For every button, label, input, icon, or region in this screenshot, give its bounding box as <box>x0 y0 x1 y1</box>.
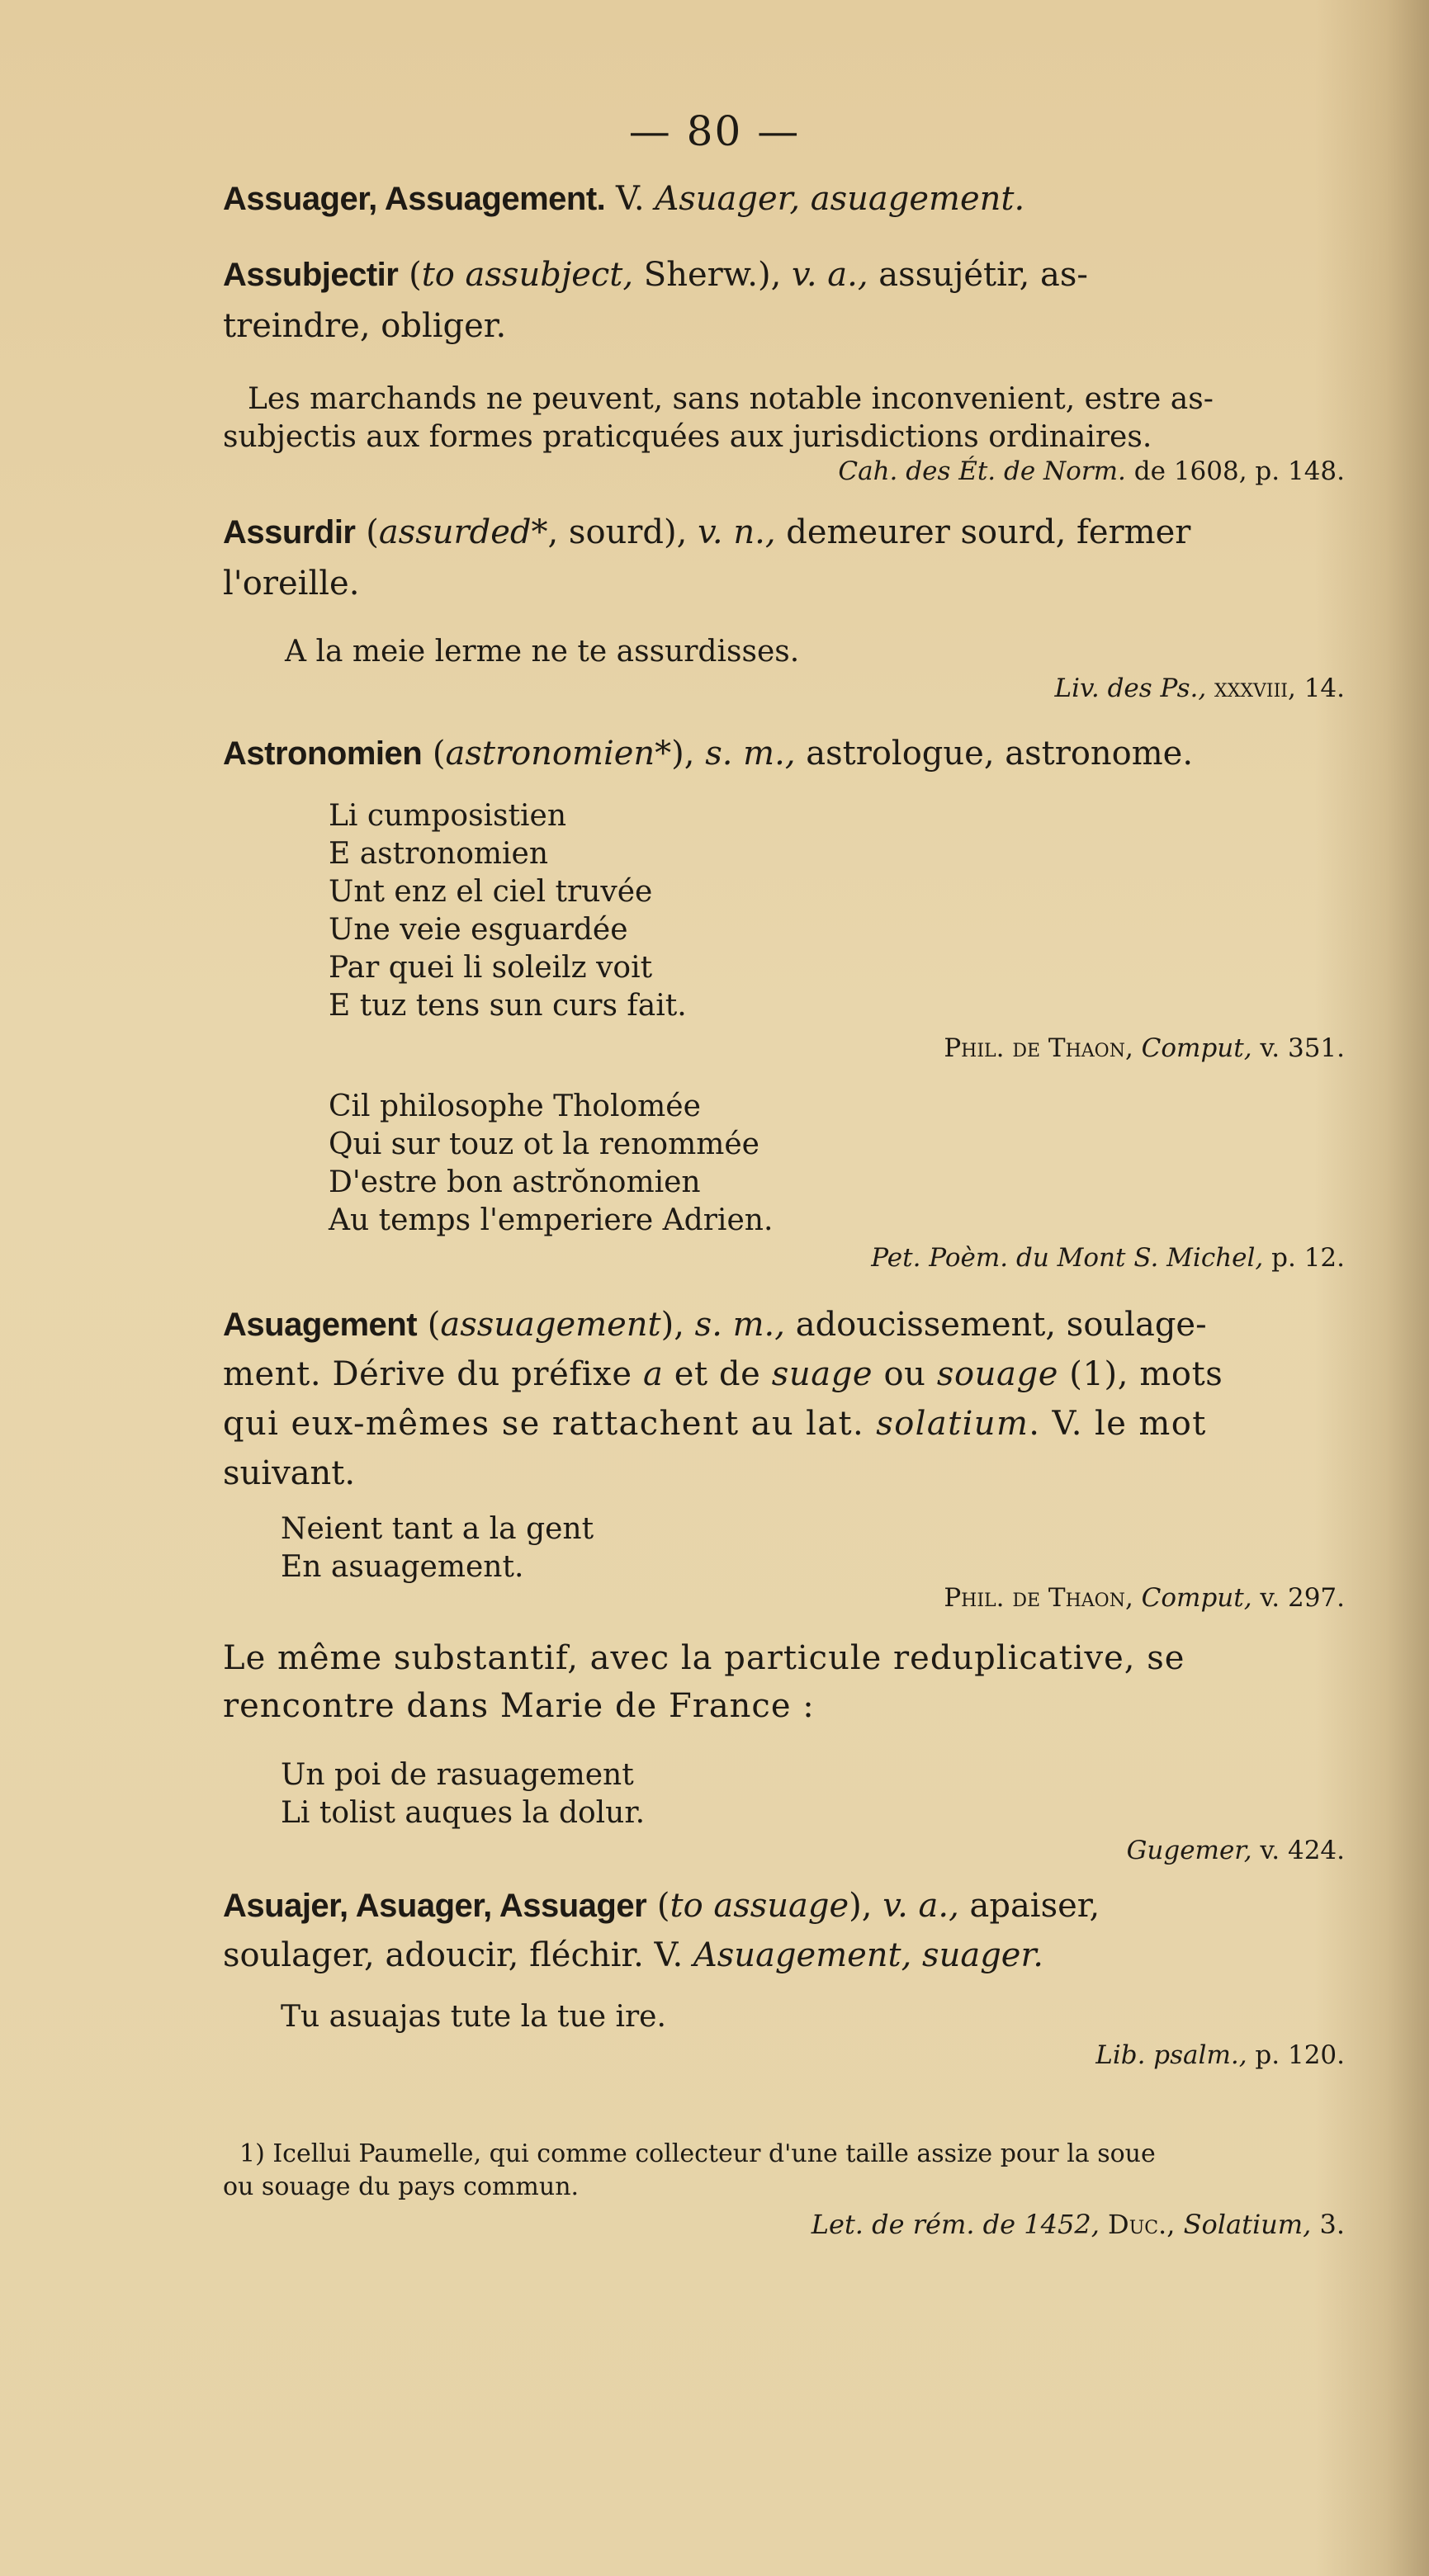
paren-close: ), <box>849 1887 883 1925</box>
note-paragraph <box>223 1634 1185 1730</box>
citation <box>944 1583 1345 1613</box>
definition: adoucissement, soulage- <box>785 1306 1207 1344</box>
text: et de <box>663 1355 772 1393</box>
verse-line: Un poi de rasuagement <box>281 1758 634 1792</box>
headword: Astronomien <box>223 735 423 772</box>
citation-title: Gugemer, <box>1126 1836 1252 1865</box>
verse-block-1 <box>329 797 687 1025</box>
entry-asuagement-line2 <box>223 1355 1223 1393</box>
verse-line: Cil philosophe Tholomée <box>329 1089 701 1123</box>
grammar: s. m., <box>705 735 796 773</box>
verse-line: Li cumposistien <box>329 799 566 833</box>
verse-line: En asuagement. <box>281 1550 524 1584</box>
entry-assubjectir-line1 <box>223 256 1088 294</box>
verse-line: Qui sur touz ot la renommée <box>329 1127 759 1161</box>
etymon: to assubject, <box>421 256 634 294</box>
definition: assujétir, as- <box>868 256 1088 294</box>
footnote <box>223 2138 1156 2204</box>
citation <box>1095 2040 1345 2070</box>
citation-author: Duc., <box>1099 2209 1176 2240</box>
paren: ( <box>409 256 422 294</box>
grammar: v. n., <box>698 513 776 551</box>
entry-assubjectir-line2: treindre, obliger. <box>223 307 507 345</box>
definition: soulager, adoucir, fléchir. V. <box>223 1936 693 1974</box>
citation-ref: v. 424. <box>1252 1836 1345 1865</box>
word: souage <box>936 1355 1058 1393</box>
citation-ref: v. 351. <box>1252 1033 1345 1063</box>
etymon: astronomien <box>445 735 655 773</box>
quote-line: subjectis aux formes praticquées aux jurisdictions ordinaires. <box>223 420 1152 454</box>
word: suage <box>771 1355 873 1393</box>
verse-line: E astronomien <box>329 837 549 871</box>
entry-asuagement-line1 <box>223 1306 1207 1344</box>
entry-asuagement-line4: suivant. <box>223 1454 356 1492</box>
latin-word: solatium <box>876 1405 1029 1443</box>
verse-line: E tuz tens sun curs fait. <box>329 989 687 1023</box>
verse-block <box>281 1510 594 1586</box>
citation-title: Comput, <box>1133 1583 1252 1613</box>
etymon: to assuage <box>670 1887 849 1925</box>
citation-ref: v. 297. <box>1252 1583 1345 1613</box>
grammar: v. a., <box>792 256 868 294</box>
text: . V. le mot <box>1029 1405 1207 1443</box>
citation-ref: xxxviii, 14. <box>1206 674 1345 703</box>
footnote-line: ou souage du pays commun. <box>223 2172 580 2201</box>
definition: demeurer sourd, fermer <box>775 513 1191 551</box>
citation-word: Solatium, <box>1175 2209 1312 2240</box>
entry-astronomien-line1 <box>223 735 1193 773</box>
text: qui eux-mêmes se rattachent au lat. <box>223 1405 877 1443</box>
paren: ( <box>366 513 379 551</box>
paren-close: *), <box>655 735 706 773</box>
citation <box>838 456 1345 486</box>
verse-line: Au temps l'emperiere Adrien. <box>329 1203 774 1237</box>
verse-line: Par quei li soleilz voit <box>329 951 653 985</box>
citation-title: Lib. psalm., <box>1095 2040 1247 2070</box>
entry-asuagement-line3 <box>223 1405 1207 1443</box>
headword: Assubjectir <box>223 257 399 293</box>
footnote-citation <box>812 2209 1345 2240</box>
citation-title: Cah. des Ét. de Norm. <box>838 456 1126 486</box>
entry-assuager <box>223 180 1024 218</box>
citation <box>944 1033 1345 1063</box>
entry-asuajer-line2 <box>223 1936 1043 1974</box>
verse-block <box>281 1756 645 1832</box>
quote-line: Les marchands ne peuvent, sans notable inconvenient, estre as- <box>248 382 1214 416</box>
citation <box>1127 1836 1345 1865</box>
headword: Assuager, Assuagement. <box>223 181 606 217</box>
etymon: assurded <box>378 513 532 551</box>
note-line: rencontre dans Marie de France : <box>223 1687 815 1725</box>
etymon: assuagement <box>440 1306 661 1344</box>
cross-reference: Asuagement, suager. <box>693 1936 1043 1974</box>
citation-title: Pet. Poèm. du Mont S. Michel, <box>871 1243 1264 1273</box>
citation-ref: p. 12. <box>1263 1243 1345 1273</box>
citation-title: Liv. des Ps., <box>1054 674 1207 703</box>
verse-block-2 <box>329 1088 773 1240</box>
headword: Assurdir <box>223 514 356 551</box>
citation-ref: p. 120. <box>1247 2040 1345 2070</box>
paren: ( <box>427 1306 441 1344</box>
paren: ( <box>656 1887 670 1925</box>
gloss: *, sourd), <box>531 513 698 551</box>
footnote-ref: (1), mots <box>1058 1355 1223 1393</box>
definition: astrologue, astronome. <box>795 735 1194 773</box>
headword: Asuajer, Asuager, Assuager <box>223 1888 647 1924</box>
entry-asuajer-line1 <box>223 1887 1100 1925</box>
headword: Asuagement <box>223 1307 418 1343</box>
citation-title: Comput, <box>1133 1033 1252 1063</box>
citation <box>871 1243 1345 1273</box>
source: Sherw.), <box>633 256 793 294</box>
definition: apaiser, <box>958 1887 1100 1925</box>
citation-author: Phil. de Thaon, <box>944 1583 1133 1613</box>
quote-line: Tu asuajas tute la tue ire. <box>281 2000 666 2034</box>
paren-close: ), <box>660 1306 695 1344</box>
citation-ref: de 1608, p. 148. <box>1125 456 1345 486</box>
see-also-label: V. <box>605 180 655 218</box>
verse-line: D'estre bon astrŏnomien <box>329 1165 701 1199</box>
grammar: s. m., <box>694 1306 785 1344</box>
citation-title: Let. de rém. de 1452, <box>811 2209 1100 2240</box>
cross-reference: Asuager, asuagement. <box>655 180 1025 218</box>
text: ment. Dérive du préfixe <box>223 1355 643 1393</box>
quote-line: A la meie lerme ne te assurdisses. <box>285 635 800 669</box>
entry-assurdir-line2: l'oreille. <box>223 565 360 603</box>
paren: ( <box>432 735 446 773</box>
verse-line: Unt enz el ciel truvée <box>329 875 653 909</box>
note-line: Le même substantif, avec la particule reduplicative, se <box>223 1639 1185 1677</box>
citation-ref: 3. <box>1311 2209 1345 2240</box>
page-number: — 80 — <box>628 107 801 155</box>
entry-assurdir-line1 <box>223 513 1190 551</box>
verse-line: Li tolist auques la dolur. <box>281 1796 646 1830</box>
citation <box>1055 674 1345 703</box>
prefix: a <box>642 1355 664 1393</box>
verse-line: Une veie esguardée <box>329 913 628 947</box>
citation-author: Phil. de Thaon, <box>944 1033 1133 1063</box>
footnote-line: 1) Icellui Paumelle, qui comme collecteur d'une taille assize pour la soue <box>239 2139 1156 2168</box>
text: ou <box>873 1355 937 1393</box>
verse-line: Neient tant a la gent <box>281 1512 594 1546</box>
grammar: v. a., <box>882 1887 959 1925</box>
